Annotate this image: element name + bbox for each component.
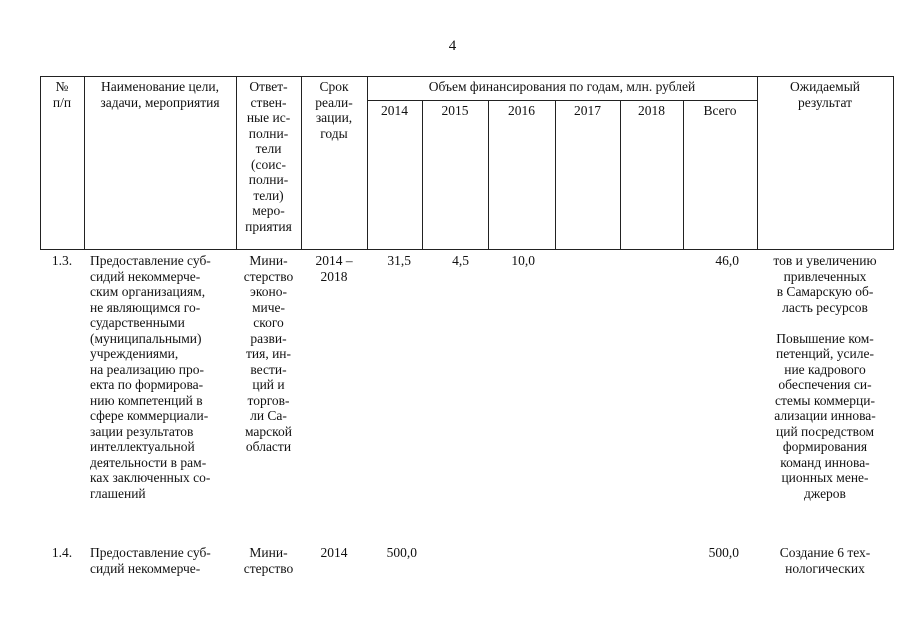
row-value-2015: 4,5 bbox=[452, 253, 469, 268]
header-year-2017: 2017 bbox=[574, 103, 601, 118]
col-divider bbox=[488, 100, 489, 250]
col-divider bbox=[620, 100, 621, 250]
header-financing: Объем финансирования по годам, млн. рублей bbox=[428, 79, 696, 94]
header-year-2015: 2015 bbox=[441, 103, 469, 118]
row-total: 500,0 bbox=[708, 545, 739, 560]
page-number: 4 bbox=[448, 38, 457, 54]
years-divider bbox=[367, 100, 757, 101]
header-name: Наименование цели, задачи, мероприятия bbox=[100, 79, 220, 110]
row-responsible: Мини- стерство bbox=[243, 545, 294, 576]
row-total: 46,0 bbox=[715, 253, 739, 268]
col-divider bbox=[422, 100, 423, 250]
row-term: 2014 bbox=[320, 545, 348, 560]
row-value-2014: 31,5 bbox=[387, 253, 411, 268]
header-term: Срок реали- зации, годы bbox=[315, 79, 353, 141]
header-year-2014: 2014 bbox=[381, 103, 408, 118]
row-value-2014: 500,0 bbox=[386, 545, 417, 560]
row-result: Создание 6 тех- нологических bbox=[779, 545, 871, 576]
col-divider bbox=[683, 100, 684, 250]
row-responsible: Мини- стерство эконо- миче- ского разви- тия, ин- вести- ций и торгов- ли Са- марской области bbox=[243, 253, 294, 454]
header-total: Всего bbox=[703, 103, 737, 118]
row-result: тов и увеличению привлеченных в Самарскую об- ласть ресурсов Повышение ком- петенций, усиле- ние кадрового обеспечения си- стемы коммерци- ализации иннова- ций посредством формирования команд иннова- ционных мене- джеров bbox=[773, 253, 877, 501]
col-divider bbox=[555, 100, 556, 250]
header-year-2018: 2018 bbox=[638, 103, 665, 118]
row-term: 2014 – 2018 bbox=[315, 253, 353, 284]
header-year-2016: 2016 bbox=[508, 103, 535, 118]
row-num: 1.3. bbox=[51, 253, 73, 268]
row-num: 1.4. bbox=[51, 545, 73, 560]
row-name: Предоставление суб- сидий некоммерче- ским организациям, не являющимся го- сударственными (муниципальными) учреждениями, на реализацию про- екта по формирова- нию компетенций в сфере коммерциали- зации результатов интеллектуальной деятельности в рам- ках заключенных со- глашений bbox=[90, 253, 211, 501]
table-top-border bbox=[40, 76, 894, 77]
header-responsible: Ответ- ствен- ные ис- полни- тели (соис- полни- тели) меро- приятия bbox=[245, 79, 292, 234]
header-bottom-border bbox=[40, 249, 894, 250]
header-result: Ожидаемый результат bbox=[790, 79, 860, 110]
row-value-2016: 10,0 bbox=[511, 253, 535, 268]
table-right-border bbox=[893, 76, 894, 250]
header-num: № п/п bbox=[52, 79, 72, 110]
row-name: Предоставление суб- сидий некоммерче- bbox=[90, 545, 211, 576]
